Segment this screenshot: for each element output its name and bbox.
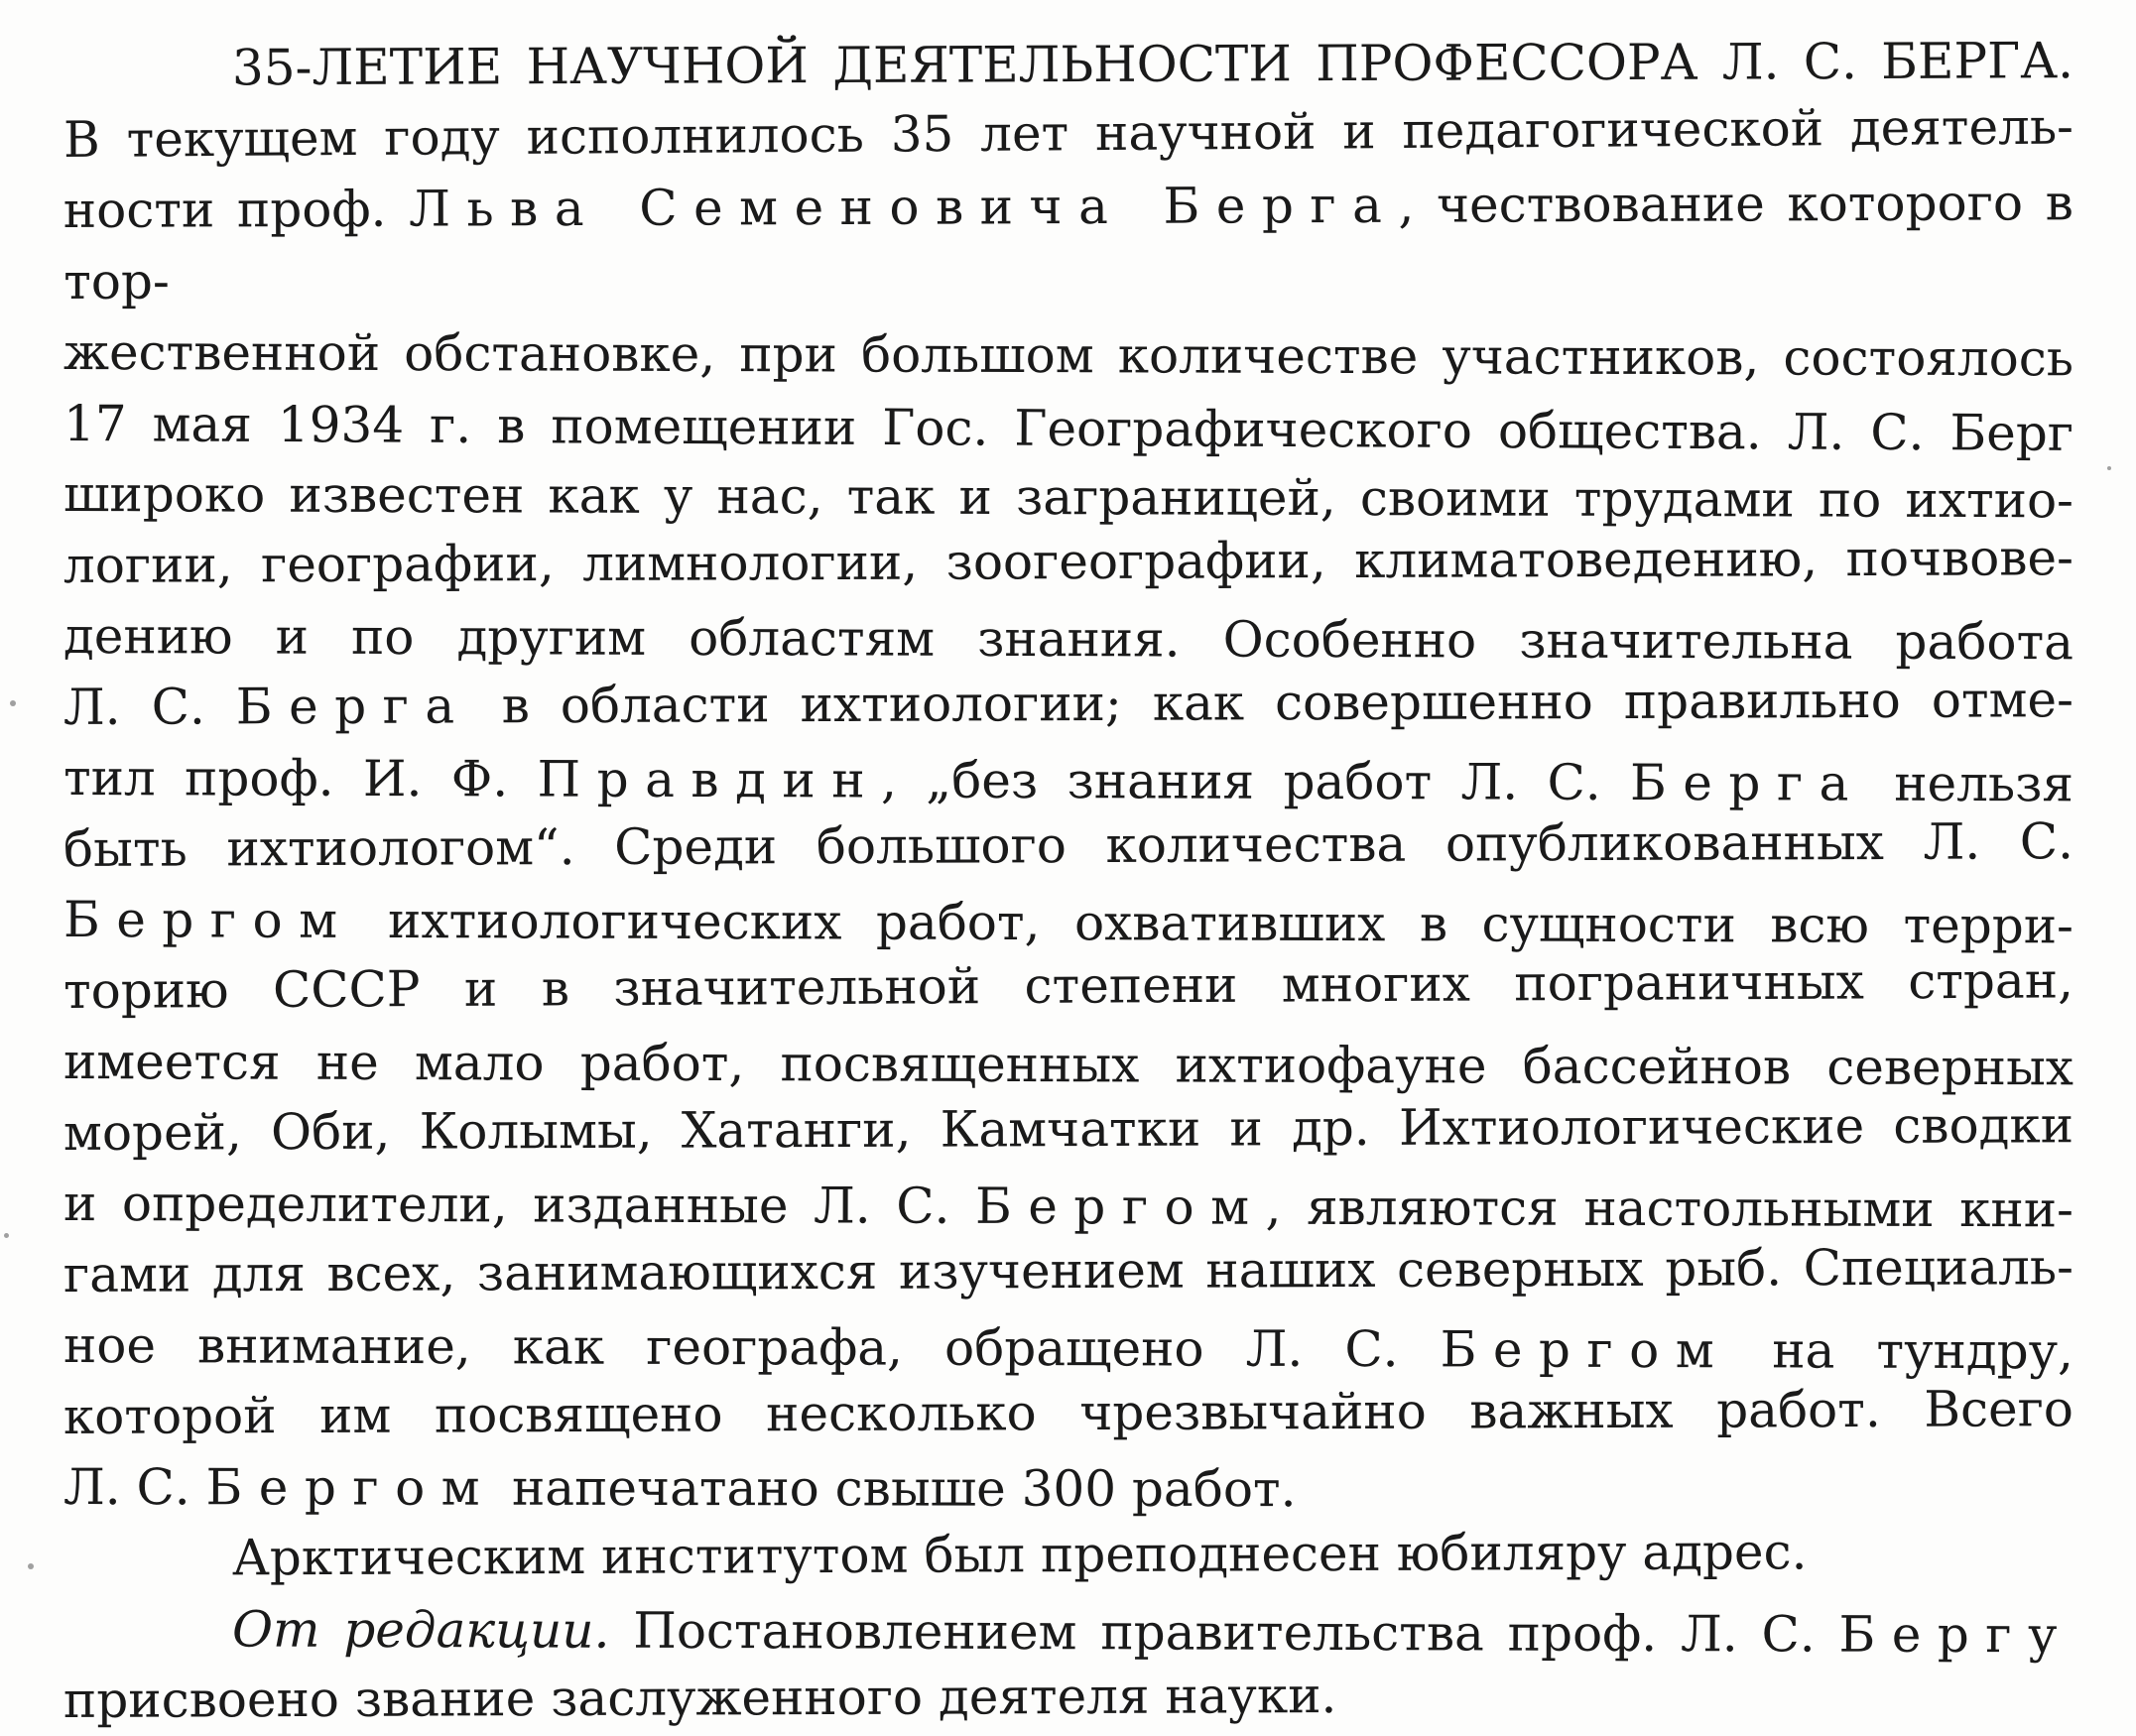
text-segment: Правдин <box>537 750 882 809</box>
text-line <box>63 1516 2073 1594</box>
text-line <box>63 168 2074 317</box>
text-line <box>63 91 2073 176</box>
text-segment: Л. С. <box>63 1458 206 1517</box>
text-line <box>63 389 2073 469</box>
text-segment: логии, географии, лимнологии, зоогеографии, климатоведению, почвове- <box>63 528 2074 594</box>
text-segment: , чествование которого в тор- <box>63 174 2073 310</box>
text-line <box>63 1232 2073 1310</box>
text-segment: которой им посвящено несколько чрезвычайно важных работ. Всего <box>63 1379 2074 1445</box>
text-segment: Берга <box>235 676 471 735</box>
text-segment: широко известен как у нас, так и заграницей, своими трудами по ихтио- <box>63 465 2074 530</box>
text-line <box>63 523 2073 601</box>
text-line <box>63 945 2073 1027</box>
text-segment: присвоено звание заслуженного деятеля науки. <box>63 1666 1337 1729</box>
text-segment: на тундру, <box>1730 1321 2074 1381</box>
text-segment: в области ихтиологии; как совершенно правильно отме- <box>470 670 2074 734</box>
text-segment: Постановлением правительства проф. Л. С. <box>609 1601 1839 1664</box>
text-segment: 17 мая 1934 г. в помещении Гос. Географического общества. Л. С. Берг <box>63 394 2074 462</box>
text-segment: , „без знания работ Л. С. <box>880 751 1631 811</box>
text-line <box>63 1090 2073 1169</box>
text-segment: , являются настольными кни- <box>1265 1178 2074 1239</box>
text-segment: ихтиологических работ, охвативших в сущности всю терри- <box>353 891 2074 955</box>
text-segment: напечатано свыше 300 работ. <box>496 1458 1297 1519</box>
text-segment: Бергом <box>1440 1320 1731 1380</box>
text-block <box>63 34 2073 1736</box>
text-segment: 35-ЛЕТИЕ НАУЧНОЙ ДЕЯТЕЛЬНОСТИ ПРОФЕССОРА Л. С. БЕРГА. <box>231 32 2074 97</box>
text-segment: От редакции. <box>231 1600 610 1660</box>
text-segment: и определители, изданные Л. С. <box>63 1175 976 1235</box>
text-line <box>63 1658 2073 1736</box>
text-segment: дению и по другим областям знания. Особенно значительна работа <box>63 607 2074 672</box>
text-line <box>63 806 2073 885</box>
text-line <box>63 665 2073 743</box>
text-segment: Арктическим институтом был преподнесен юбиляру адрес. <box>231 1522 1808 1586</box>
scan-speck <box>4 1233 9 1238</box>
scan-speck <box>2107 466 2111 470</box>
text-line <box>63 1374 2073 1452</box>
text-segment: Бергу <box>1838 1605 2074 1665</box>
text-segment: Бергом <box>63 891 354 949</box>
text-segment: быть ихтиологом“. Среди большого количества опубликованных Л. С. <box>63 811 2074 878</box>
scan-speck <box>10 700 16 706</box>
text-segment: жественной обстановке, при большом количестве участников, состоялось <box>63 323 2074 388</box>
text-segment: тил проф. И. Ф. <box>63 749 538 808</box>
text-line <box>63 1452 2073 1527</box>
text-segment: ное внимание, как географа, обращено Л. С. <box>63 1316 1441 1379</box>
text-segment: морей, Оби, Колымы, Хатанги, Камчатки и др. Ихтиологические сводки <box>63 1095 2074 1162</box>
text-segment: Бергом <box>205 1458 497 1517</box>
text-segment: Льва Семеновича Берга <box>409 176 1399 238</box>
text-segment: Л. С. <box>63 677 236 736</box>
text-segment: торию СССР и в значительной степени многих пограничных стран, <box>63 950 2074 1020</box>
scan-speck <box>28 1563 34 1569</box>
text-segment: Берга <box>1629 753 1866 812</box>
text-segment: имеется не мало работ, посвященных ихтиофауне бассейнов северных <box>63 1033 2074 1097</box>
text-segment: нельзя <box>1864 754 2074 813</box>
text-line <box>63 317 2073 395</box>
text-segment: В текущем году исполнилось 35 лет научной и педагогической деятель- <box>63 97 2074 169</box>
text-segment: Бергом <box>974 1177 1266 1236</box>
text-segment: гами для всех, занимающихся изучением наших северных рыб. Специаль- <box>63 1237 2074 1303</box>
text-segment: ности проф. <box>63 180 410 240</box>
